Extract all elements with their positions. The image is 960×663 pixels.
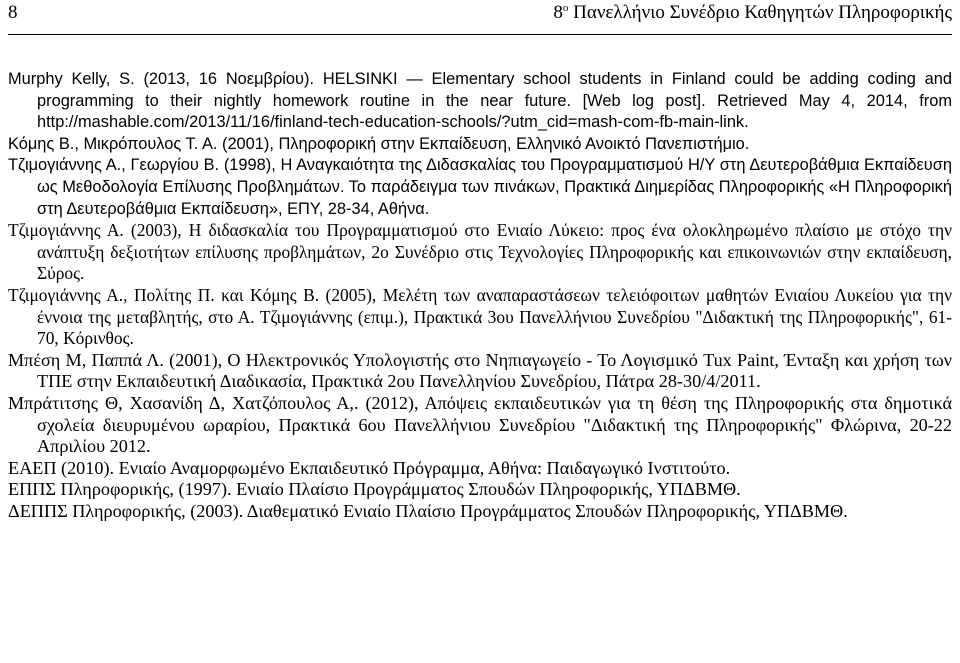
running-head [553, 2, 952, 24]
reference-entry: Μπέση Μ, Παππά Λ. (2001), Ο Ηλεκτρονικός Υπολογιστής στο Νηπιαγωγείο - Το Λογισμικό Tux Paint, Ένταξη και χρήση των ΤΠΕ στην Εκπαιδευτική Διαδικασία, Πρακτικά 2ου Πανελληνίου Συνεδρίου, Πάτρα 28-30/4/2011. [8, 349, 952, 392]
conference-number: 8 [553, 2, 563, 23]
reference-entry: Μπράτιτσης Θ, Χασανίδη Δ, Χατζόπουλος Α,. (2012), Απόψεις εκπαιδευτικών για τη θέση της Πληροφορικής στα δημοτικά σχολεία διευρυμένου ωραρίου, Πρακτικά 6ου Πανελλήνιου Συνεδρίου "Διδακτική της Πληροφορικής" Φλώρινα, 20-22 Απριλίου 2012. [8, 392, 952, 457]
reference-entry: Κόμης Β., Μικρόπουλος Τ. Α. (2001), Πληροφορική στην Εκπαίδευση, Ελληνικό Ανοικτό Πανεπιστήμιο. [8, 134, 750, 153]
page-header [8, 0, 952, 35]
reference-list [8, 69, 952, 522]
conference-ordinal-suffix: ο [562, 2, 569, 14]
reference-entry: Τζιμογιάννης Α., Γεωργίου Β. (1998), Η Αναγκαιότητα της Διδασκαλίας του Προγραμματισμού Η/Υ στη Δευτεροβάθμια Εκπαίδευση ως Μεθοδολογία Επίλυσης Προβλημάτων. Το παράδειγμα των πινάκων, Πρακτικά Διημερίδας Πληροφορικής «Η Πληροφορική στη Δευτεροβάθμια Εκπαίδευση», ΕΠΥ, 28-34, Αθήνα. [8, 156, 952, 218]
reference-entry: ΕΑΕΠ (2010). Ενιαίο Αναμορφωμένο Εκπαιδευτικό Πρόγραμμα, Αθήνα: Παιδαγωγικό Ινστιτούτο. [8, 457, 731, 478]
reference-entry: Murphy Kelly, S. (2013, 16 Νοεμβρίου). HELSINKI — Elementary school students in Finland could be adding coding and programming to their nightly homework routine in the near future. [Web log post]. Retrieved May 4, 2014, from http://mashable.com/2013/11/16/finland-tech-education-schools/?utm_cid=mash-com-fb-main-link. [8, 70, 952, 132]
reference-entry: ΔΕΠΠΣ Πληροφορικής, (2003). Διαθεματικό Ενιαίο Πλαίσιο Προγράμματος Σπουδών Πληροφορικής, ΥΠΔΒΜΘ. [8, 500, 848, 521]
page-number: 8 [8, 2, 18, 23]
conference-title: Πανελλήνιο Συνέδριο Καθηγητών Πληροφορικής [573, 2, 952, 23]
reference-entry: ΕΠΠΣ Πληροφορικής, (1997). Ενιαίο Πλαίσιο Προγράμματος Σπουδών Πληροφορικής, ΥΠΔΒΜΘ. [8, 479, 741, 500]
reference-entry: Τζιμογιάννης Α., Πολίτης Π. και Κόμης Β. (2005), Μελέτη των αναπαραστάσεων τελειόφοιτων μαθητών Ενιαίου Λυκείου για την έννοια της μεταβλητής, στο Α. Τζιμογιάννης (επιμ.), Πρακτικά 3ου Πανελλήνιου Συνεδρίου "Διδακτική της Πληροφορικής", 61-70, Κόρινθος. [8, 284, 952, 349]
reference-entry: Τζιμογιάννης Α. (2003), Η διδασκαλία του Προγραμματισμού στο Ενιαίο Λύκειο: προς ένα ολοκληρωμένο πλαίσιο με στόχο την ανάπτυξη δεξιοτήτων επίλυσης προβλημάτων, 2ο Συνέδριο στις Τεχνολογίες Πληροφορικής και επικοινωνιών στην εκπαίδευση, Σύρος. [8, 220, 952, 284]
